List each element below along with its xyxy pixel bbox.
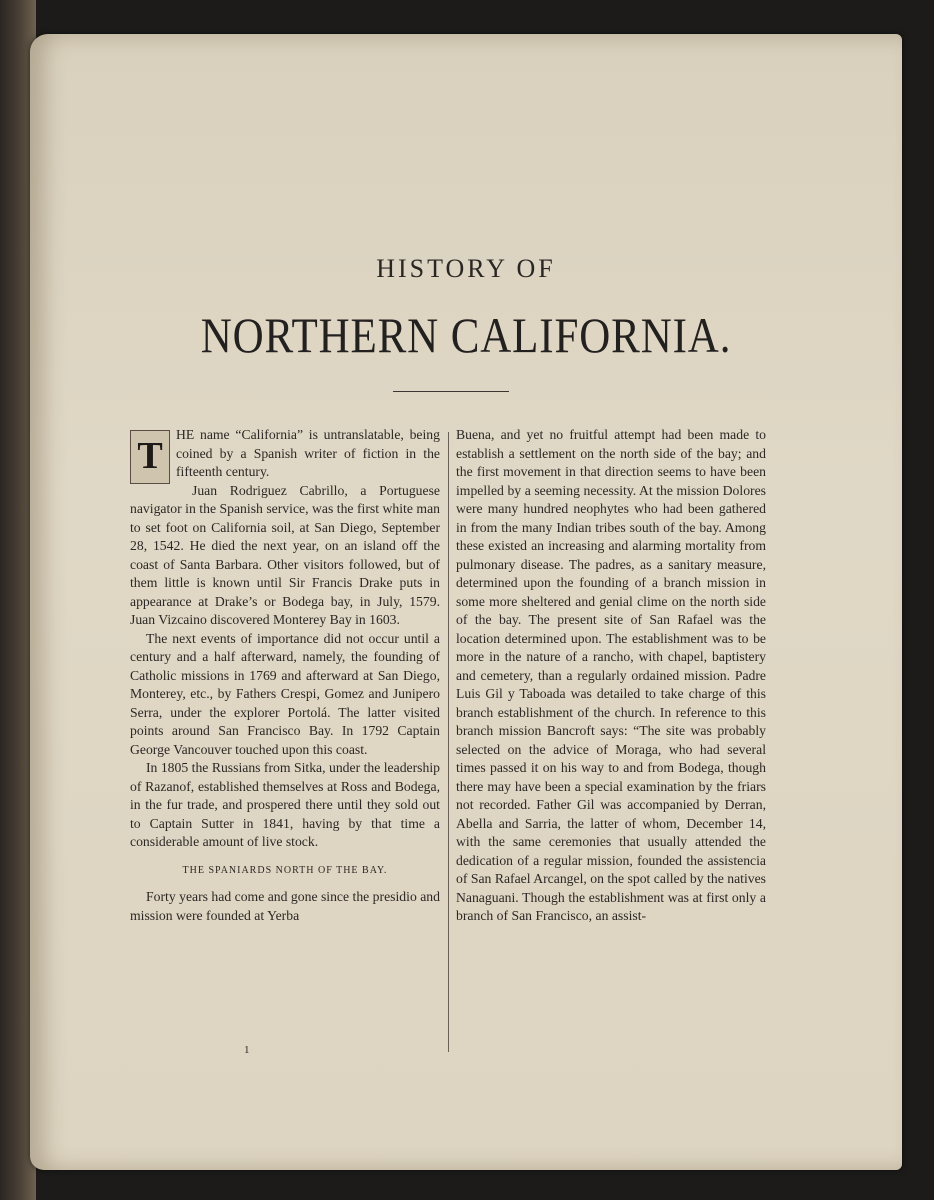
dropcap-letter: T: [130, 430, 170, 484]
left-paragraph-2: Juan Rodriguez Cabrillo, a Portuguese navigator in the Spanish service, was the first white man to set foot on California soil, at San Diego, September 28, 1542. He died the next year, on an island off the coast of Santa Barbara. Other visitors followed, but of them little is known until Sir Francis Drake puts in appearance at Drake’s or Bodega bay, in July, 1579. Juan Vizcaino discovered Monterey Bay in 1603.: [130, 482, 440, 627]
left-paragraph-3: The next events of importance did not occur until a century and a half afterward, namely, the founding of Catholic missions in 1769 and afterward at San Diego, Monterey, etc., by Fathers Crespi, Gomez and Junipero Serra, under the explorer Portolá. The latter visited points around San Francisco Bay. In 1792 Captain George Vancouver touched upon this coast.: [130, 630, 440, 757]
column-divider: [448, 432, 449, 1052]
section-subheading: THE SPANIARDS NORTH OF THE BAY.: [182, 864, 388, 876]
right-column: [456, 426, 766, 926]
left-paragraph-1: [130, 426, 440, 482]
title-northern-california: NORTHERN CALIFORNIA.: [200, 307, 732, 363]
left-paragraph-1-text: HE name “California” is untranslatable, being coined by a Spanish writer of fiction in the fifteenth century.: [176, 427, 440, 479]
page-number: 1: [244, 1044, 250, 1056]
right-paragraph-1: Buena, and yet no fruitful attempt had been made to establish a settlement on the north side of the bay; and the first movement in that direction seems to have been impelled by a seeming necessity. At the mission Dolores were many hundred neophytes who had been gathered in from the many Indian tribes south of the bay. Among these existed an increasing and alarming mortality from pulmonary disease. The padres, as a sanitary measure, determined upon the founding of a branch mission in some more sheltered and genial clime on the north side of the bay. The present site of San Rafael was the location determined upon. The establishment was to be more in the nature of a rancho, with chapel, baptistery and cemetery, than a regularly ordained mission. Padre Luis Gil y Taboada was detailed to take charge of this branch establishment of the church. In reference to this branch mission Bancroft says: “The site was probably selected on the advice of Moraga, who had several times passed it on his way to and from Bodega, though there may have been a special examination by the friars not recorded. Father Gil was accompanied by Derran, Abella and Sarria, the latter of whom, December 14, with the same ceremonies that usually attended the dedication of a regular mission, founded the assistencia of San Rafael Arcangel, on the spot called by the natives Nanaguani. Though the establishment was at first only a branch of San Francisco, an assist-: [456, 427, 766, 923]
left-paragraph-5: Forty years had come and gone since the presidio and mission were founded at Yerba: [130, 889, 440, 923]
title-history-of: HISTORY OF: [376, 254, 556, 283]
book-page: [30, 34, 902, 1170]
left-paragraph-4: In 1805 the Russians from Sitka, under the leadership of Razanof, established themselves at Ross and Bodega, in the fur trade, and prospered there until they sold out to Captain Sutter in 1841, having by that time a considerable amount of live stock.: [130, 760, 440, 849]
title-rule: [393, 391, 509, 392]
left-column: [130, 426, 440, 925]
